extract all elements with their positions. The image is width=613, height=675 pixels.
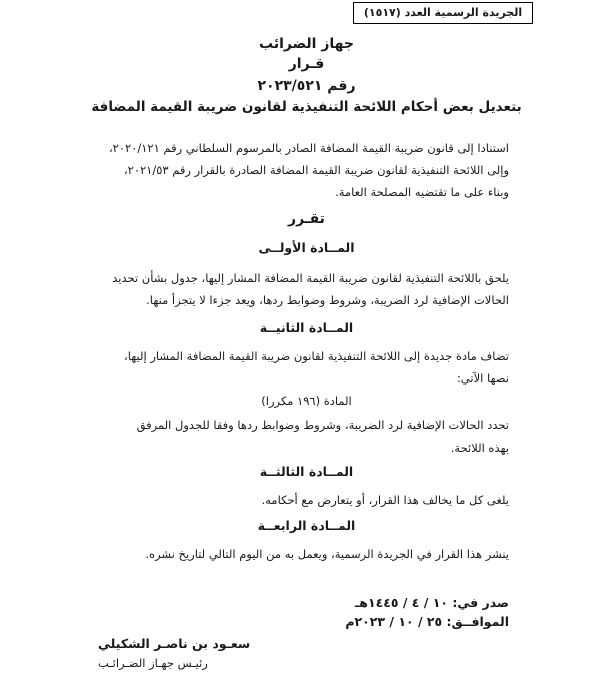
decides-heading: تقـرر [288,211,325,227]
article-1-title: المــادة الأولــى [258,240,355,255]
article-196-bis-title: المادة (١٩٦ مكررا) [261,394,352,408]
article-2-line: نصها الآتي: [456,371,509,385]
signatory-title: رئيـس جهـاز الضـرائـب [98,656,208,670]
article-196-bis-line: تحدد الحالات الإضافية لرد الضريبة، وشروط وضوابط ردها وفقا للجدول المرفق [136,418,509,432]
issue-date: صدر في: ١٠ / ٤ / ١٤٤٥هـ [355,595,509,610]
corresponding-date: الموافــق: ٢٥ / ١٠ / ٢٠٢٣م [345,614,509,629]
document-type: قـرار [288,56,325,72]
gazette-header-box: الجريدة الرسمية العدد (١٥١٧) [353,2,533,24]
decision-subject: بتعديل بعض أحكام اللائحة التنفيذية لقانون ضريبة القيمة المضافة [91,99,522,115]
article-1-line: الحالات الإضافية لرد الضريبة، وشروط وضوابط ردها، ويعد جزءا لا يتجزأ منها. [146,293,509,307]
article-2-line: تضاف مادة جديدة إلى اللائحة التنفيذية لقانون ضريبة القيمة المضافة المشار إليها، [124,349,509,363]
article-3-line: يلغى كل ما يخالف هذا القرار، أو يتعارض مع أحكامه. [261,493,509,507]
article-3-title: المــادة الثالثــة [259,464,354,479]
article-4-line: ينشر هذا القرار في الجريدة الرسمية، ويعمل به من اليوم التالي لتاريخ نشره. [145,547,509,561]
preamble-line: وبناء على ما تقتضيه المصلحة العامة. [335,185,509,199]
article-2-title: المــادة الثانيــة [259,320,354,335]
issuing-authority: جهاز الضرائب [259,36,354,52]
preamble-line: وإلى اللائحة التنفيذية لقانون ضريبة القيمة المضافة الصادرة بالقرار رقم ٢٠٢١/٥٣، [123,163,509,177]
signatory-name: سعـود بن ناصـر الشكيلي [98,636,251,651]
preamble-line: استنادا إلى قانون ضريبة القيمة المضافة الصادر بالمرسوم السلطاني رقم ٢٠٢٠/١٢١، [108,141,509,155]
article-4-title: المــادة الرابعــة [257,518,356,533]
decision-number: رقم ٢٠٢٣/٥٢١ [257,78,356,94]
article-196-bis-line: بهذه اللائحة. [450,441,509,455]
article-1-line: يلحق باللائحة التنفيذية لقانون ضريبة القيمة المضافة المشار إليها، جدول بشأن تحديد [112,271,509,285]
